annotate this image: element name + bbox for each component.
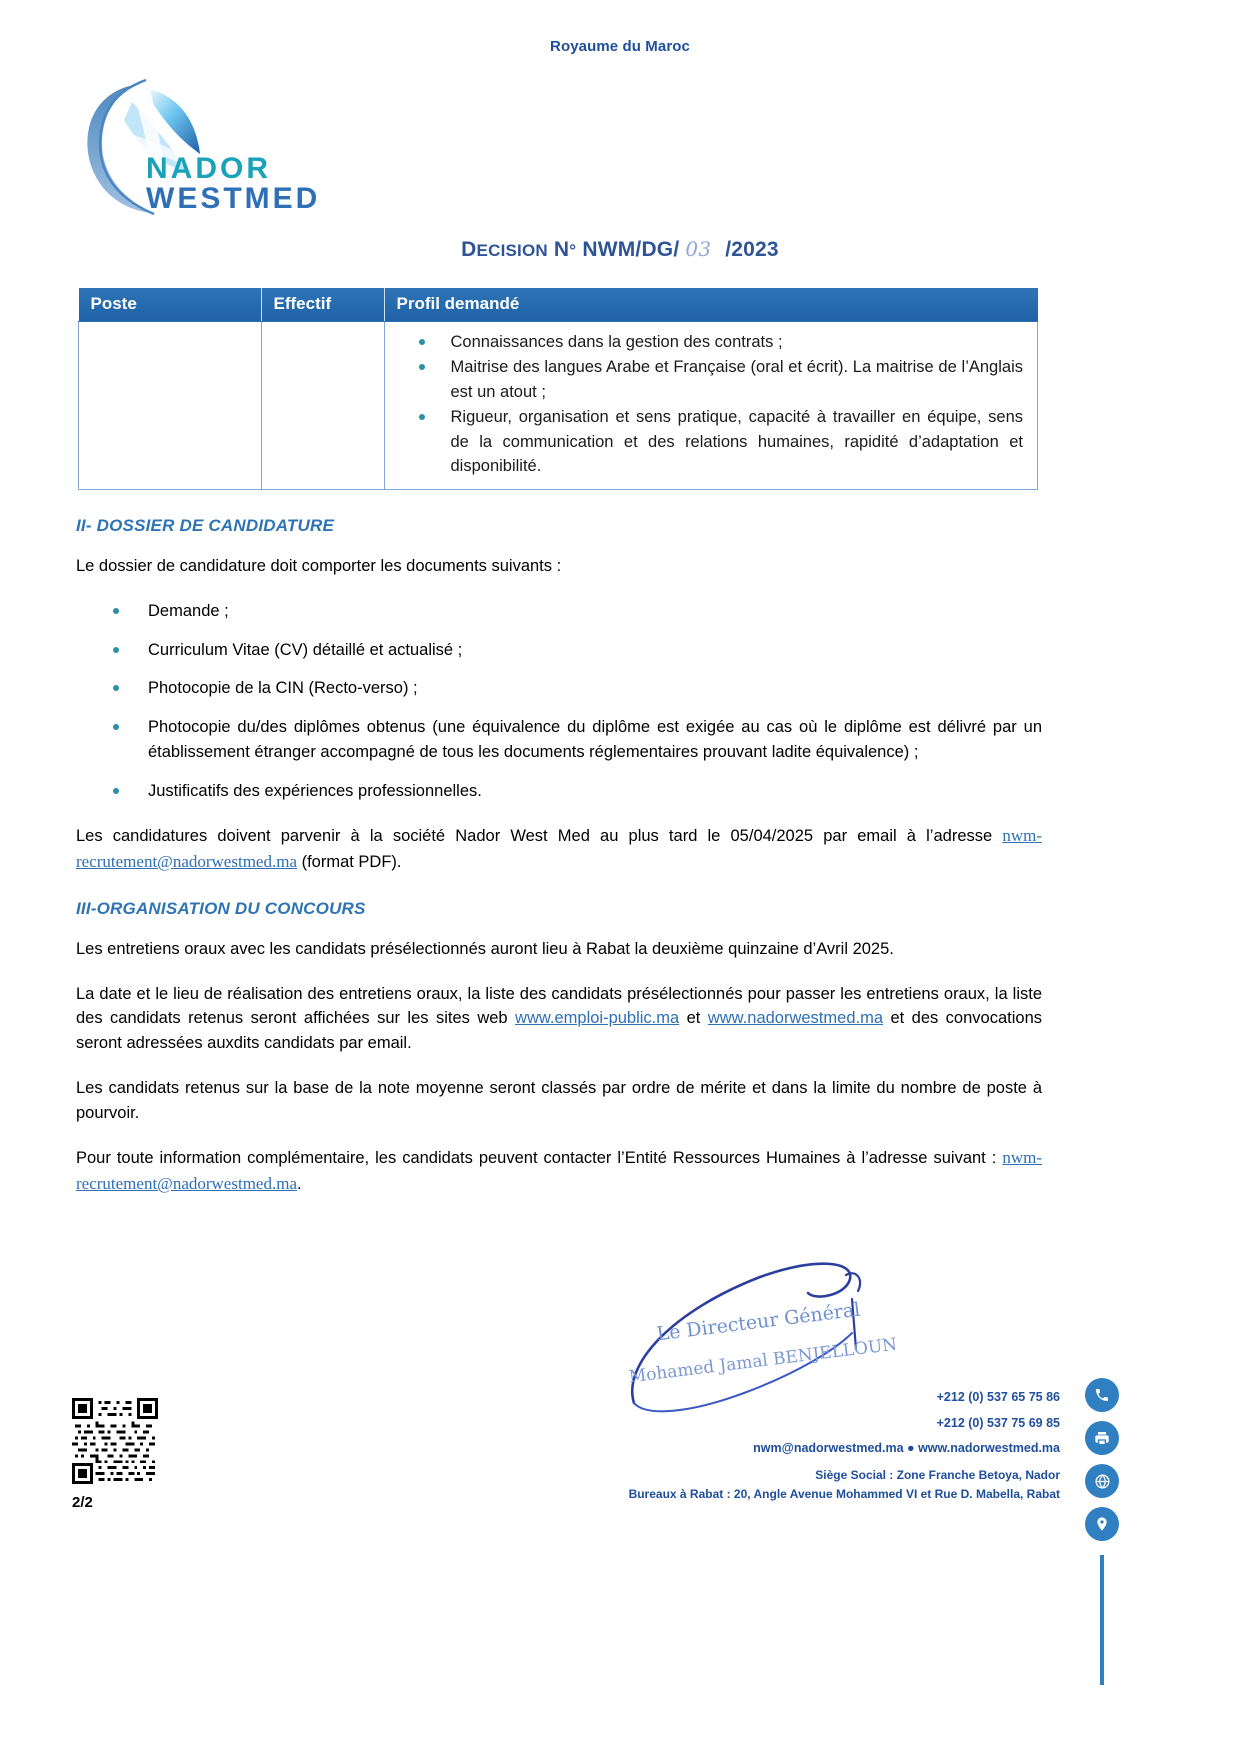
- table-row: [79, 322, 1038, 490]
- org-p2-mid: et: [679, 1009, 708, 1028]
- signature-title: Le Directeur Général: [655, 1298, 862, 1346]
- list-item: Demande ;: [76, 599, 1042, 624]
- qr-code: [72, 1398, 158, 1484]
- kingdom-title: Royaume du Maroc: [550, 38, 690, 55]
- globe-icon: [1085, 1464, 1119, 1498]
- decision-handwritten-number: 03: [685, 237, 712, 261]
- footer-address-line-1: Siège Social : Zone Franche Betoya, Nador: [815, 1468, 1060, 1482]
- signature-name: Mohamed Jamal BENJELLOUN: [627, 1334, 899, 1388]
- dossier-documents-list: [76, 599, 1042, 804]
- application-deadline-paragraph: [76, 823, 1042, 875]
- list-item: Maitrise des langues Arabe et Française (oral et écrit). La maitrise de l’Anglais est un atout ;: [385, 355, 1024, 404]
- svg-text:WESTMED: WESTMED: [146, 182, 321, 215]
- footer-icon-rail: [1084, 1378, 1120, 1541]
- svg-text:NADOR: NADOR: [146, 152, 271, 185]
- cell-effectif: [261, 322, 384, 490]
- footer-phone-2: +212 (0) 537 75 69 85: [936, 1415, 1060, 1430]
- section-heading-dossier: II- DOSSIER DE CANDIDATURE: [76, 516, 335, 535]
- table-header-effectif: Effectif: [261, 288, 384, 322]
- deadline-text-before: Les candidatures doivent parvenir à la société Nador West Med au plus tard le 05/04/2025 par email à l’adresse: [76, 827, 1003, 846]
- list-item: Rigueur, organisation et sens pratique, capacité à travailler en équipe, sens de la communication et des relations humaines, rapidité d’adaptation et disponibilité.: [385, 405, 1024, 478]
- recruitment-email-link[interactable]: nwm-recrutement@nadorwestmed.ma: [76, 826, 1042, 871]
- globe-glyph: [1094, 1473, 1111, 1490]
- org-p4-after: .: [296, 1175, 302, 1193]
- list-item: Curriculum Vitae (CV) détaillé et actualisé ;: [76, 638, 1042, 663]
- nadorwestmed-website-link[interactable]: www.nadorwestmed.ma: [707, 1009, 883, 1028]
- table-header-poste: Poste: [79, 288, 262, 322]
- list-item: Justificatifs des expériences professionnelles.: [76, 779, 1042, 804]
- decision-title: [0, 237, 1240, 262]
- section-heading-organisation: III-ORGANISATION DU CONCOURS: [76, 898, 366, 918]
- footer-contact-info: [560, 1385, 1060, 1462]
- table-header-profil: Profil demandé: [384, 288, 1038, 322]
- dossier-intro-text: Le dossier de candidature doit comporter les documents suivants :: [76, 557, 562, 575]
- organisation-paragraph-3: Les candidats retenus sur la base de la note moyenne seront classés par ordre de mérite et dans la limite du nombre de poste à pourvoir.: [76, 1078, 1042, 1122]
- organisation-paragraph-1: Les entretiens oraux avec les candidats présélectionnés auront lieu à Rabat la deuxième quinzaine d’Avril 2025.: [76, 939, 894, 958]
- organisation-paragraph-4: [76, 1145, 1042, 1197]
- profile-table: [78, 288, 1038, 490]
- list-item: Photocopie du/des diplômes obtenus (une équivalence du diplôme est exigée au cas où le diplôme est délivré par un établissement étranger accompagné de tous les documents réglementaires prouvant ladite équivalence) ;: [76, 715, 1042, 765]
- cell-profil: [384, 322, 1038, 490]
- hr-email-link[interactable]: nwm-recrutement@nadorwestmed.ma: [76, 1148, 1042, 1193]
- cell-poste: [79, 322, 262, 490]
- footer-address-line-2: Bureaux à Rabat : 20, Angle Avenue Mohammed VI et Rue D. Mabella, Rabat: [628, 1486, 1060, 1501]
- company-logo: [72, 68, 372, 218]
- decision-label-ecision: ECISION: [476, 241, 548, 260]
- org-p2-after: et des convocations seront adressées auxdits candidats par email.: [76, 1009, 1042, 1052]
- footer-rail-tail: [1100, 1555, 1104, 1685]
- list-item: Photocopie de la CIN (Recto-verso) ;: [76, 676, 1042, 701]
- footer-address: [360, 1466, 1060, 1503]
- profile-requirements-list: [385, 330, 1024, 478]
- qr-code-icon: [72, 1398, 158, 1484]
- fax-icon: [1085, 1421, 1119, 1455]
- location-pin-icon: [1085, 1507, 1119, 1541]
- org-p4-before: Pour toute information complémentaire, les candidats peuvent contacter l’Entité Ressources Humaines à l’adresse suivant :: [76, 1149, 1003, 1168]
- phone-icon: [1085, 1378, 1119, 1412]
- list-item: Connaissances dans la gestion des contrats ;: [385, 330, 1024, 354]
- decision-reference: NWM/DG/: [582, 238, 680, 261]
- footer-phone-1: +212 (0) 537 65 75 86: [936, 1390, 1060, 1404]
- decision-label-n: N: [553, 238, 570, 261]
- table-header-row: [79, 288, 1038, 322]
- emploi-public-link[interactable]: www.emploi-public.ma: [515, 1009, 680, 1028]
- phone-glyph: [1094, 1387, 1110, 1403]
- footer-email-website: nwm@nadorwestmed.ma ● www.nadorwestmed.ma: [753, 1441, 1060, 1456]
- fax-glyph: [1094, 1430, 1110, 1446]
- org-p2-before: La date et le lieu de réalisation des entretiens oraux, la liste des candidats présélectionnés pour passer les entretiens oraux, la liste des candidats retenus seront affichées sur les sites web: [76, 984, 1042, 1028]
- location-pin-glyph: [1094, 1516, 1110, 1532]
- organisation-paragraph-2: [76, 982, 1042, 1056]
- nador-westmed-logo-icon: [72, 68, 372, 218]
- page-number: 2/2: [72, 1494, 93, 1511]
- document-body: [76, 516, 1042, 1217]
- deadline-text-after: (format PDF).: [296, 853, 402, 871]
- decision-degree-sign: °: [569, 241, 577, 260]
- decision-label-d: D: [461, 238, 477, 261]
- decision-year: /2023: [725, 238, 779, 261]
